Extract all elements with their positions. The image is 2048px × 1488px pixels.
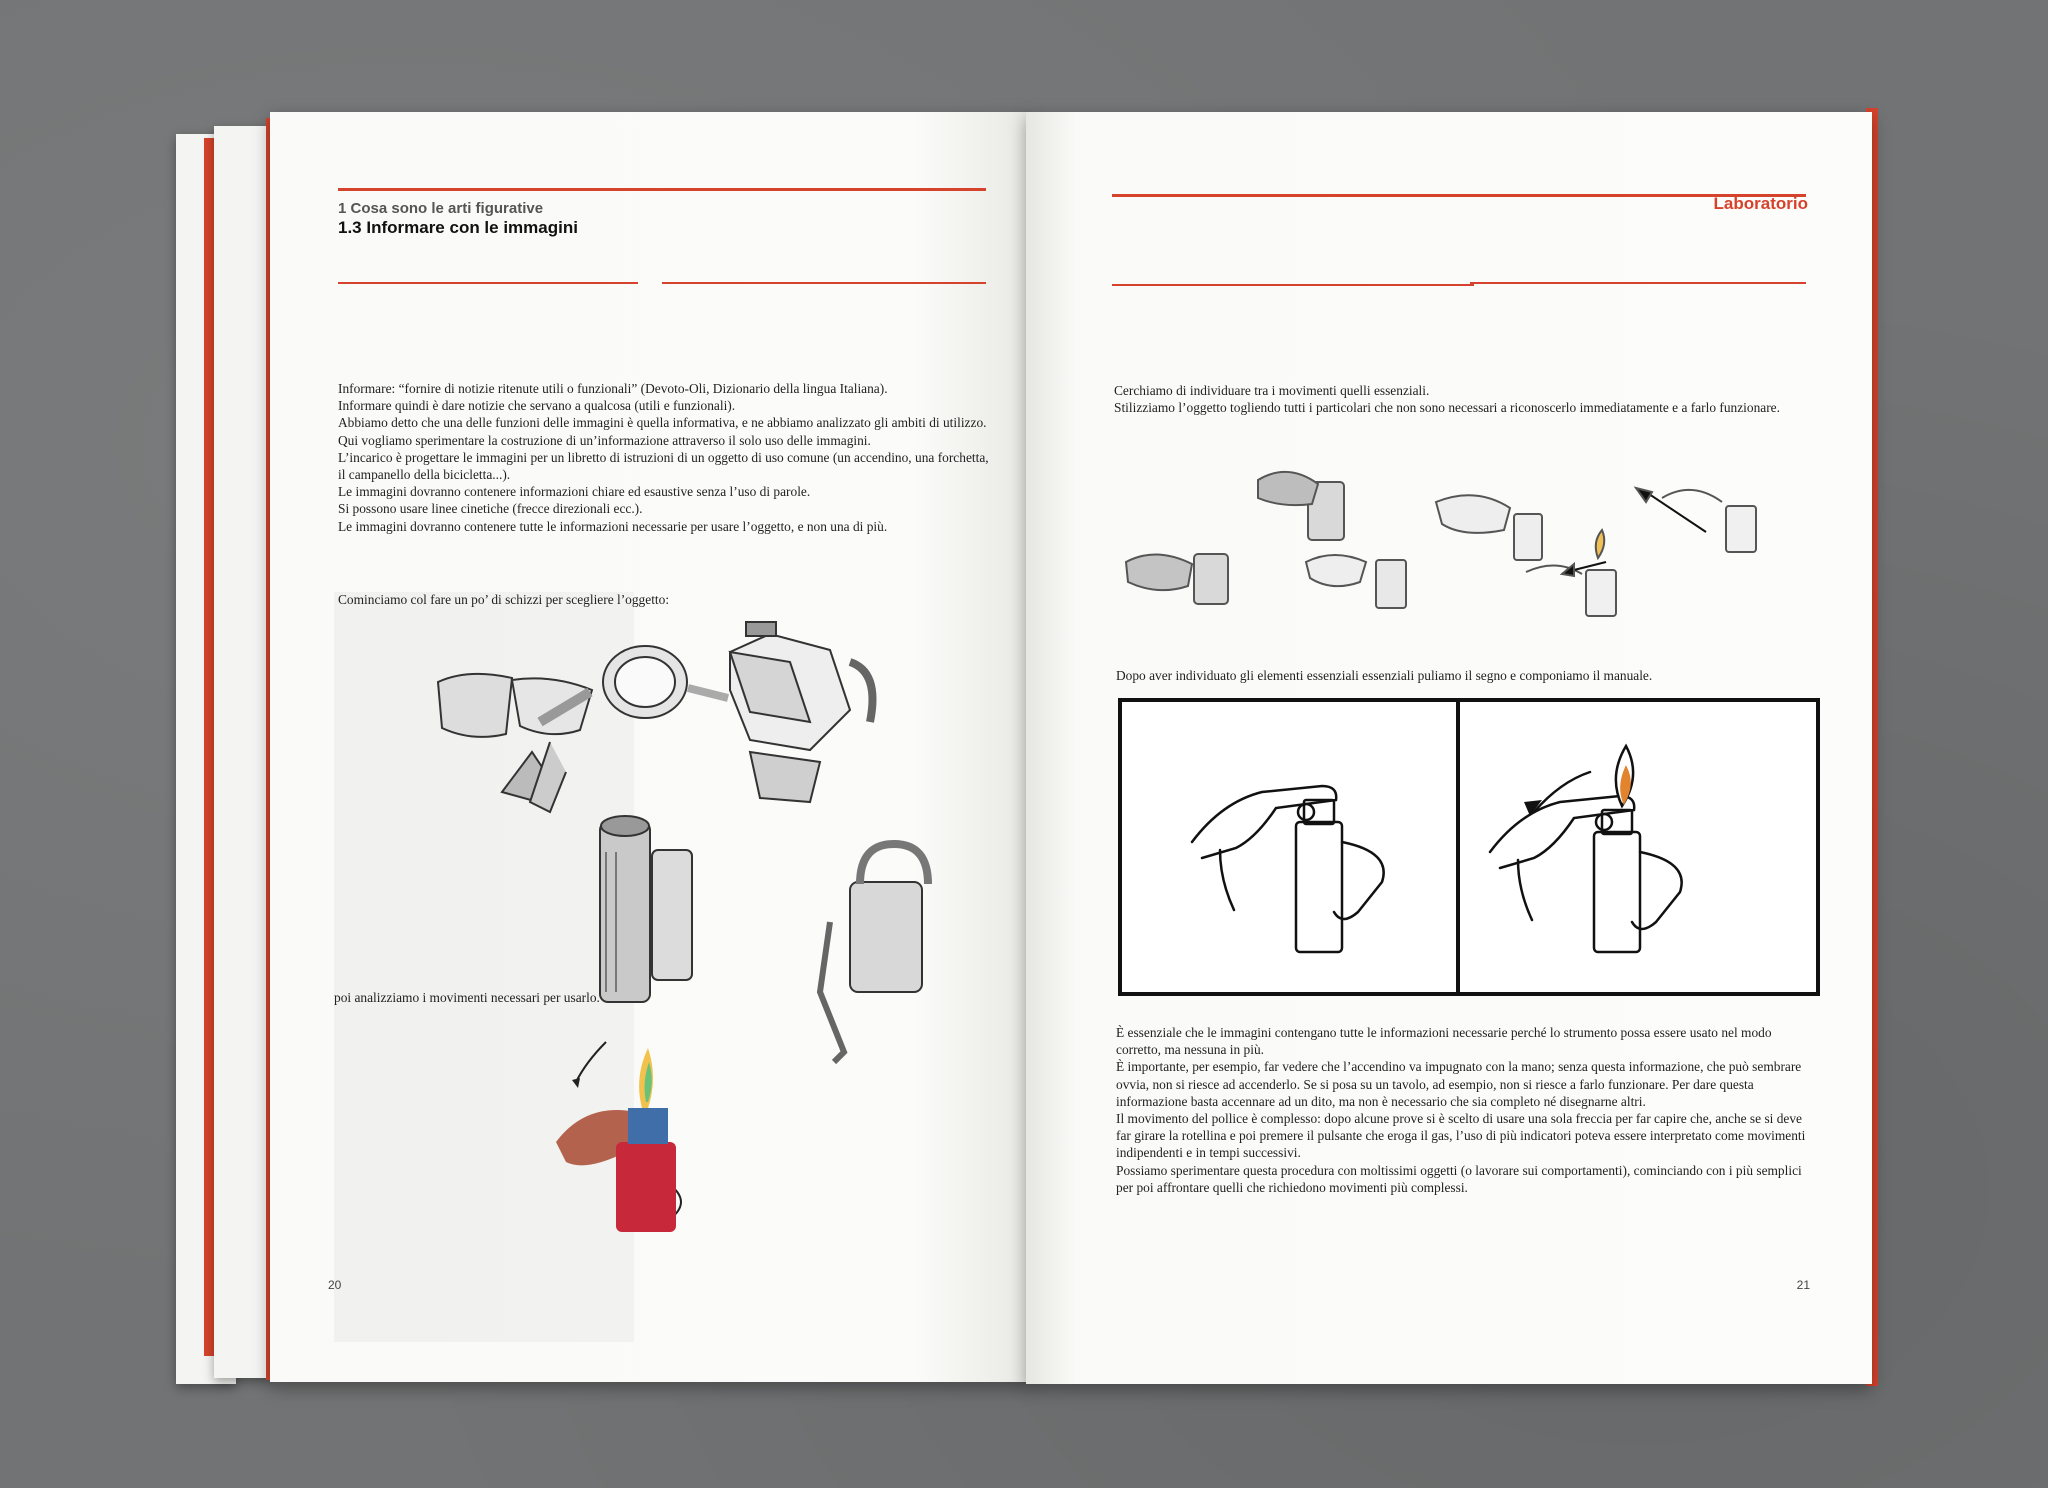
paragraph: Si possono usare linee cinetiche (frecce direzionali ecc.).	[338, 501, 643, 517]
paragraph: Cerchiamo di individuare tra i movimenti quelli essenziali.	[1114, 383, 1430, 398]
manual-caption: Dopo aver individuato gli elementi essenziali essenziali puliamo il segno e componiamo il manuale.	[1116, 668, 1653, 683]
paragraph: Informare quindi è dare notizie che servano a qualcosa (utili e funzionali).	[338, 398, 736, 414]
section-label: Laboratorio	[1713, 194, 1808, 213]
intro-text	[1114, 382, 1804, 416]
header-rule-right	[1470, 282, 1806, 284]
manual-step-2	[1460, 702, 1816, 992]
booklet-inner-page	[214, 126, 274, 1378]
header-rule	[1112, 194, 1806, 197]
sketch-lock	[820, 844, 928, 1062]
right-page	[1026, 112, 1872, 1384]
page-number: 20	[328, 1278, 342, 1292]
study-1	[1126, 554, 1228, 604]
closing-text	[1116, 1024, 1812, 1196]
chapter-title: 1 Cosa sono le arti figurative	[338, 200, 544, 217]
paragraph: Qui vogliamo sperimentare la costruzione di un’informazione attraverso il solo uso delle immagini.	[338, 432, 871, 448]
paragraph: Possiamo sperimentare questa procedura con moltissimi oggetti (o lavorare sui comportamenti), cominciando con i più semplici per poi affrontare quelli che richiedono movimenti più complessi.	[1116, 1162, 1802, 1195]
paragraph: Informare: “fornire di notizie ritenute utili o funzionali” (Devoto-Oli, Dizionario della lingua Italiana).	[338, 381, 888, 396]
left-page	[270, 112, 1030, 1382]
study-4	[1526, 488, 1756, 616]
paragraph: È importante, per esempio, far vedere che l’accendino va impugnato con la mano; senza questa informazione, che può sembrare ovvia, non si riesce ad accenderlo. Se si posa su un tavolo, ad esempio, non si riesce a farlo funzionare. Per dare questa informazione basta accennare ad un dito, ma non è necessario che sia completo né disegnarne altri.	[1116, 1059, 1802, 1109]
sketch-moka-pot	[730, 622, 873, 802]
intro-text	[338, 380, 990, 535]
movement-studies	[1126, 462, 1816, 632]
header-rule-left	[1112, 284, 1474, 286]
paragraph: Stilizziamo l’oggetto togliendo tutti i particolari che non sono necessari a riconoscerlo immediatamente e a farlo funzionare.	[1114, 400, 1780, 416]
sketches-caption: Cominciamo col fare un po’ di schizzi per scegliere l’oggetto:	[338, 592, 670, 607]
header-rule-right	[662, 282, 986, 284]
manual-step-1	[1122, 702, 1460, 992]
paragraph: Le immagini dovranno contenere informazioni chiare ed esaustive senza l’uso di parole.	[338, 484, 811, 500]
cover-edge-strip	[204, 138, 214, 1356]
paragraph: Il movimento del pollice è complesso: dopo alcune prove si è scelto di usare una sola freccia per far capire che, anche se si deve far girare la rotellina e poi premere il pulsante che eroga il gas, l’uso di più indicatori poteva essere interpretato come movimenti indipendenti e in tempi successivi.	[1116, 1111, 1806, 1161]
paragraph: L’incarico è progettare le immagini per un libretto di istruzioni di un oggetto di uso comune (un accendino, una forchetta, il campanello della bicicletta...).	[338, 449, 989, 483]
page-number: 21	[1796, 1278, 1810, 1292]
paragraph: Le immagini dovranno contenere tutte le informazioni necessarie per usare l’oggetto, e non una di più.	[338, 518, 888, 534]
sketch-lighter	[600, 816, 692, 1002]
manual-frame	[1118, 698, 1820, 996]
sketch-sunglasses	[438, 674, 592, 812]
section-title: 1.3 Informare con le immagini	[338, 218, 578, 237]
lighter-manual-step-2	[1470, 742, 1730, 962]
header-rule-left	[338, 282, 638, 284]
lighter-manual-step-1	[1192, 782, 1392, 952]
movements-caption: poi analizziamo i movimenti necessari per usarlo.	[334, 990, 600, 1005]
paragraph: È essenziale che le immagini contengano tutte le informazioni necessarie perché lo strumento possa essere usato nel modo corretto, ma nessuna in più.	[1116, 1025, 1772, 1058]
paragraph: Abbiamo detto che una delle funzioni delle immagini è quella informativa, e ne abbiamo analizzato gli ambiti di utilizzo.	[338, 415, 987, 431]
header-rule	[338, 188, 986, 191]
study-2	[1258, 472, 1344, 540]
hand-lighter-sketch	[546, 1032, 706, 1242]
